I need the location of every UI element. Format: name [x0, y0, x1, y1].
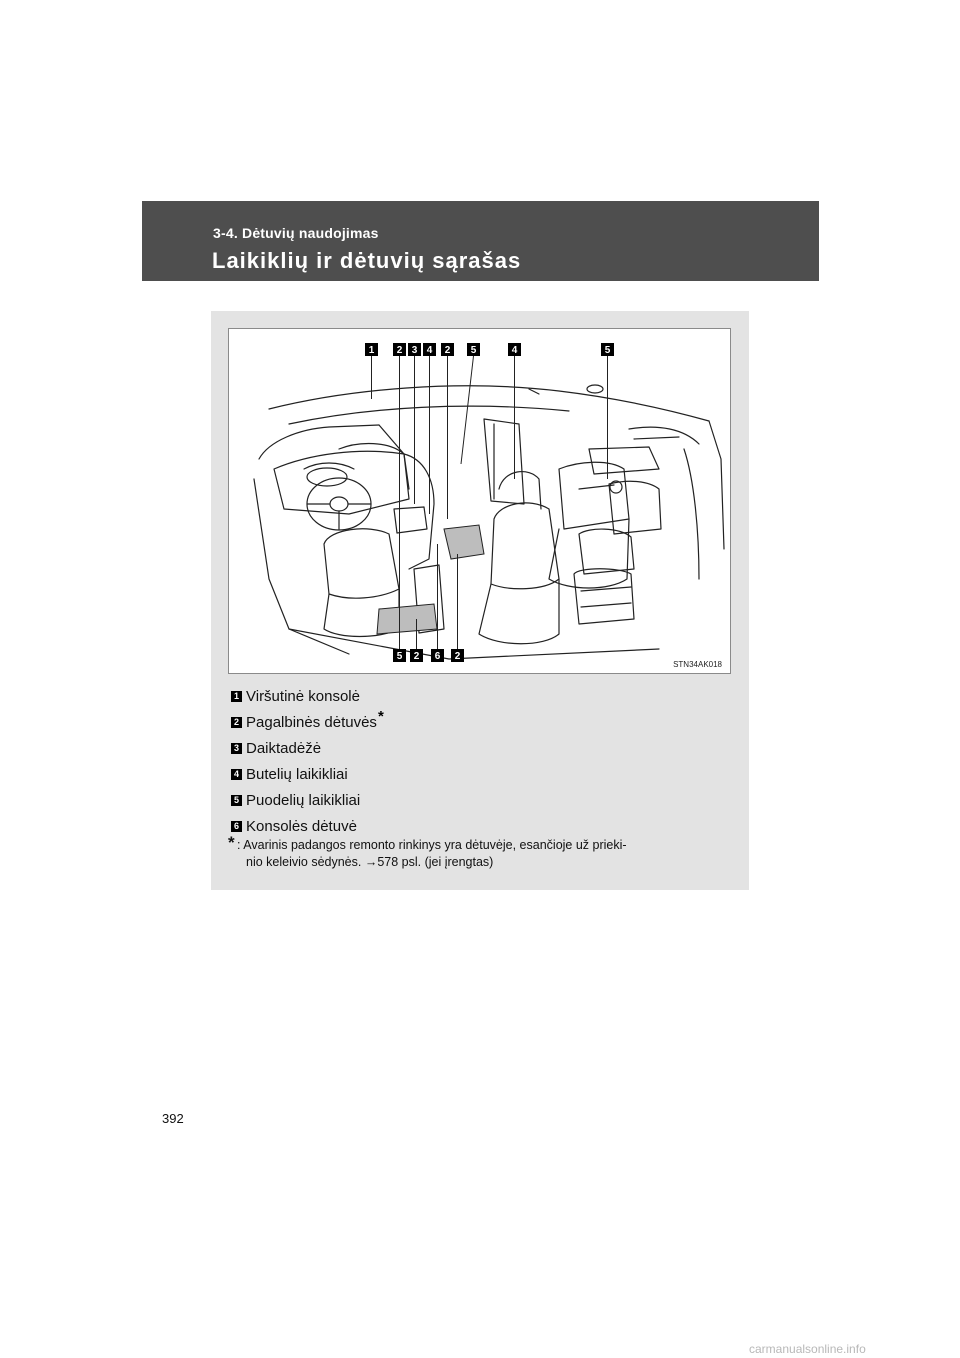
footnote-line-1: : Avarinis padangos remonto rinkinys yra dėtuvėje, esančioje už prieki- [237, 838, 627, 852]
footnote-star: * [228, 833, 235, 852]
page-number: 392 [162, 1111, 184, 1126]
svg-text:5: 5 [604, 345, 611, 356]
legend-label: Pagalbinės dėtuvės [246, 713, 377, 731]
number-badge: 3 [231, 743, 242, 754]
callout-4 [423, 343, 436, 514]
number-badge: 6 [231, 821, 242, 832]
svg-text:3: 3 [411, 345, 418, 356]
svg-text:1: 1 [368, 345, 375, 356]
legend-item [231, 735, 384, 761]
callout-4b [508, 343, 521, 479]
footnote-asterisk: * [377, 707, 384, 725]
svg-text:2: 2 [444, 345, 451, 356]
footnote-line-2: nio keleivio sėdynės. →578 psl. (jei įrengtas) [246, 855, 494, 869]
callout-bottom-2b [451, 554, 464, 662]
callout-bottom-5 [393, 529, 406, 662]
legend-label: Daiktadėžė [246, 739, 322, 757]
legend-item [231, 813, 384, 839]
legend-item [231, 709, 384, 735]
svg-text:2: 2 [454, 651, 461, 662]
legend-item [231, 683, 384, 709]
image-code: STN34AK018 [673, 660, 722, 669]
top-callouts [365, 343, 614, 544]
chapter-header [142, 201, 819, 281]
svg-text:4: 4 [511, 345, 518, 356]
legend-label: Butelių laikikliai [246, 765, 348, 783]
svg-text:4: 4 [426, 345, 433, 356]
legend-label: Puodelių laikikliai [246, 791, 361, 809]
callout-5 [461, 343, 480, 464]
callout-2b [441, 343, 454, 519]
car-interior-illustration [229, 329, 731, 674]
content-panel [211, 311, 749, 890]
legend-label: Viršutinė konsolė [246, 687, 360, 705]
number-badge: 5 [231, 795, 242, 806]
legend-list [231, 683, 384, 839]
callout-3 [408, 343, 421, 504]
svg-text:2: 2 [396, 345, 403, 356]
number-badge: 1 [231, 691, 242, 702]
watermark: carmanualsonline.info [749, 1342, 866, 1356]
section-label: 3-4. Dėtuvių naudojimas [213, 225, 379, 241]
car-interior-figure [228, 328, 731, 674]
svg-text:5: 5 [470, 345, 477, 356]
legend-item [231, 787, 384, 813]
svg-text:5: 5 [396, 651, 403, 662]
page-title: Laikiklių ir dėtuvių sąrašas [212, 248, 522, 273]
number-badge: 2 [231, 717, 242, 728]
legend-item [231, 761, 384, 787]
legend-label: Konsolės dėtuvė [246, 817, 357, 835]
svg-text:6: 6 [434, 651, 441, 662]
callout-5b [601, 343, 614, 479]
svg-text:2: 2 [413, 651, 420, 662]
number-badge: 4 [231, 769, 242, 780]
